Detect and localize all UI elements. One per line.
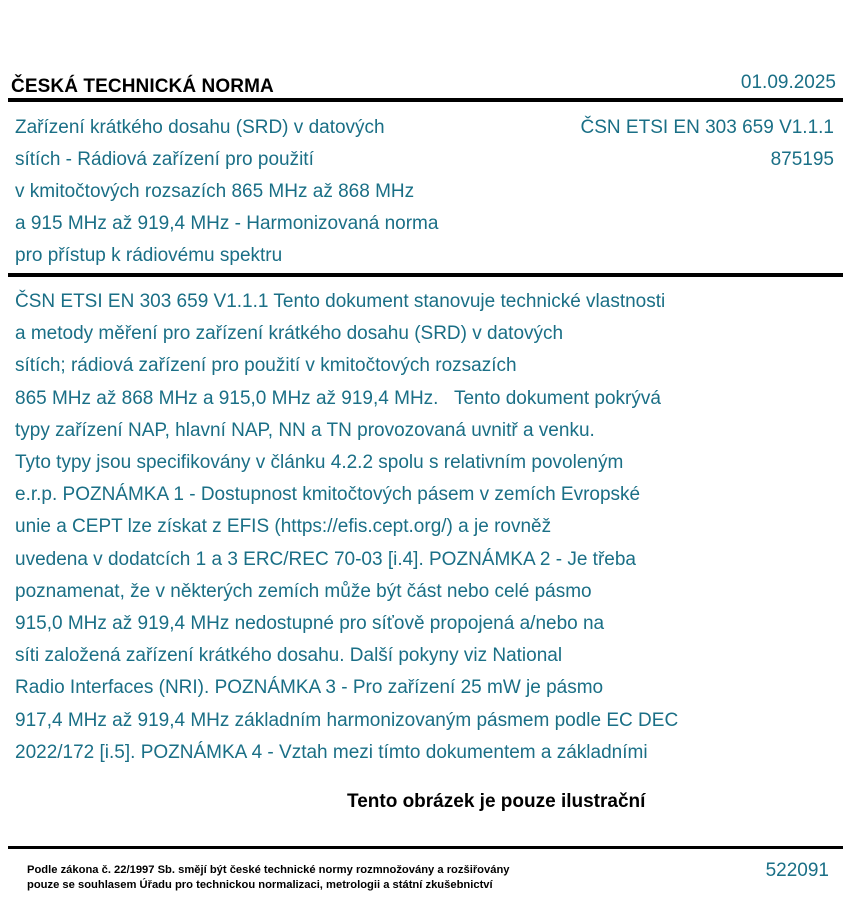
standard-title — [15, 112, 535, 272]
legal-notice-line: Podle zákona č. 22/1997 Sb. smějí být české technické normy rozmnožovány a rozšiřovány — [27, 864, 510, 876]
abstract-line: unie a CEPT lze získat z EFIS (https://efis.cept.org/) a je rovněž — [15, 516, 552, 538]
standard-title-line: sítích - Rádiová zařízení pro použití — [15, 149, 314, 170]
abstract-line: poznamenat, že v některých zemích může být část nebo celé pásmo — [15, 580, 592, 602]
abstract-line: e.r.p. POZNÁMKA 1 - Dostupnost kmitočtových pásem v zemích Evropské — [15, 484, 641, 506]
standard-title-line: a 915 MHz až 919,4 MHz - Harmonizovaná norma — [15, 213, 439, 234]
abstract-line: ČSN ETSI EN 303 659 V1.1.1 Tento dokument stanovuje technické vlastnosti — [15, 291, 666, 312]
standard-identifier — [581, 112, 834, 176]
abstract — [15, 286, 835, 769]
catalog-number: 875195 — [770, 149, 834, 170]
abstract-line: Tyto typy jsou specifikovány v článku 4.2.2 spolu s relativním povoleným — [15, 452, 624, 474]
abstract-line: sítích; rádiová zařízení pro použití v kmitočtových rozsazích — [15, 355, 517, 377]
document-number: 522091 — [765, 860, 829, 881]
legal-notice — [27, 863, 510, 893]
publication-date: 01.09.2025 — [740, 72, 836, 93]
abstract-line: typy zařízení NAP, hlavní NAP, NN a TN provozovaná uvnitř a venku. — [15, 419, 595, 441]
illustration-notice: Tento obrázek je pouze ilustrační — [347, 791, 646, 812]
abstract-line: 865 MHz až 868 MHz a 915,0 MHz až 919,4 MHz. Tento dokument pokrývá — [15, 387, 661, 409]
footer-divider — [8, 846, 843, 849]
abstract-line: a metody měření pro zařízení krátkého dosahu (SRD) v datových — [15, 323, 564, 345]
abstract-line: 917,4 MHz až 919,4 MHz základním harmonizovaným pásmem podle EC DEC — [15, 709, 679, 731]
title-divider — [8, 273, 843, 277]
standard-title-line: pro přístup k rádiovému spektru — [15, 245, 283, 266]
abstract-line: 915,0 MHz až 919,4 MHz nedostupné pro síťově propojená a/nebo na — [15, 613, 605, 635]
standard-code: ČSN ETSI EN 303 659 V1.1.1 — [580, 117, 834, 138]
abstract-line: síti založená zařízení krátkého dosahu. Další pokyny viz National — [15, 645, 563, 667]
abstract-line: uvedena v dodatcích 1 a 3 ERC/REC 70-03 [i.4]. POZNÁMKA 2 - Je třeba — [15, 548, 636, 570]
standard-title-line: v kmitočtových rozsazích 865 MHz až 868 MHz — [15, 181, 415, 202]
document-type-heading: ČESKÁ TECHNICKÁ NORMA — [11, 76, 274, 97]
standard-title-line: Zařízení krátkého dosahu (SRD) v datových — [15, 117, 385, 138]
header-divider — [8, 98, 843, 102]
abstract-line: Radio Interfaces (NRI). POZNÁMKA 3 - Pro zařízení 25 mW je pásmo — [15, 677, 604, 699]
legal-notice-line: pouze se souhlasem Úřadu pro technickou normalizaci, metrologii a státní zkušebnictví — [27, 879, 493, 891]
abstract-line: 2022/172 [i.5]. POZNÁMKA 4 - Vztah mezi tímto dokumentem a základními — [15, 741, 648, 763]
